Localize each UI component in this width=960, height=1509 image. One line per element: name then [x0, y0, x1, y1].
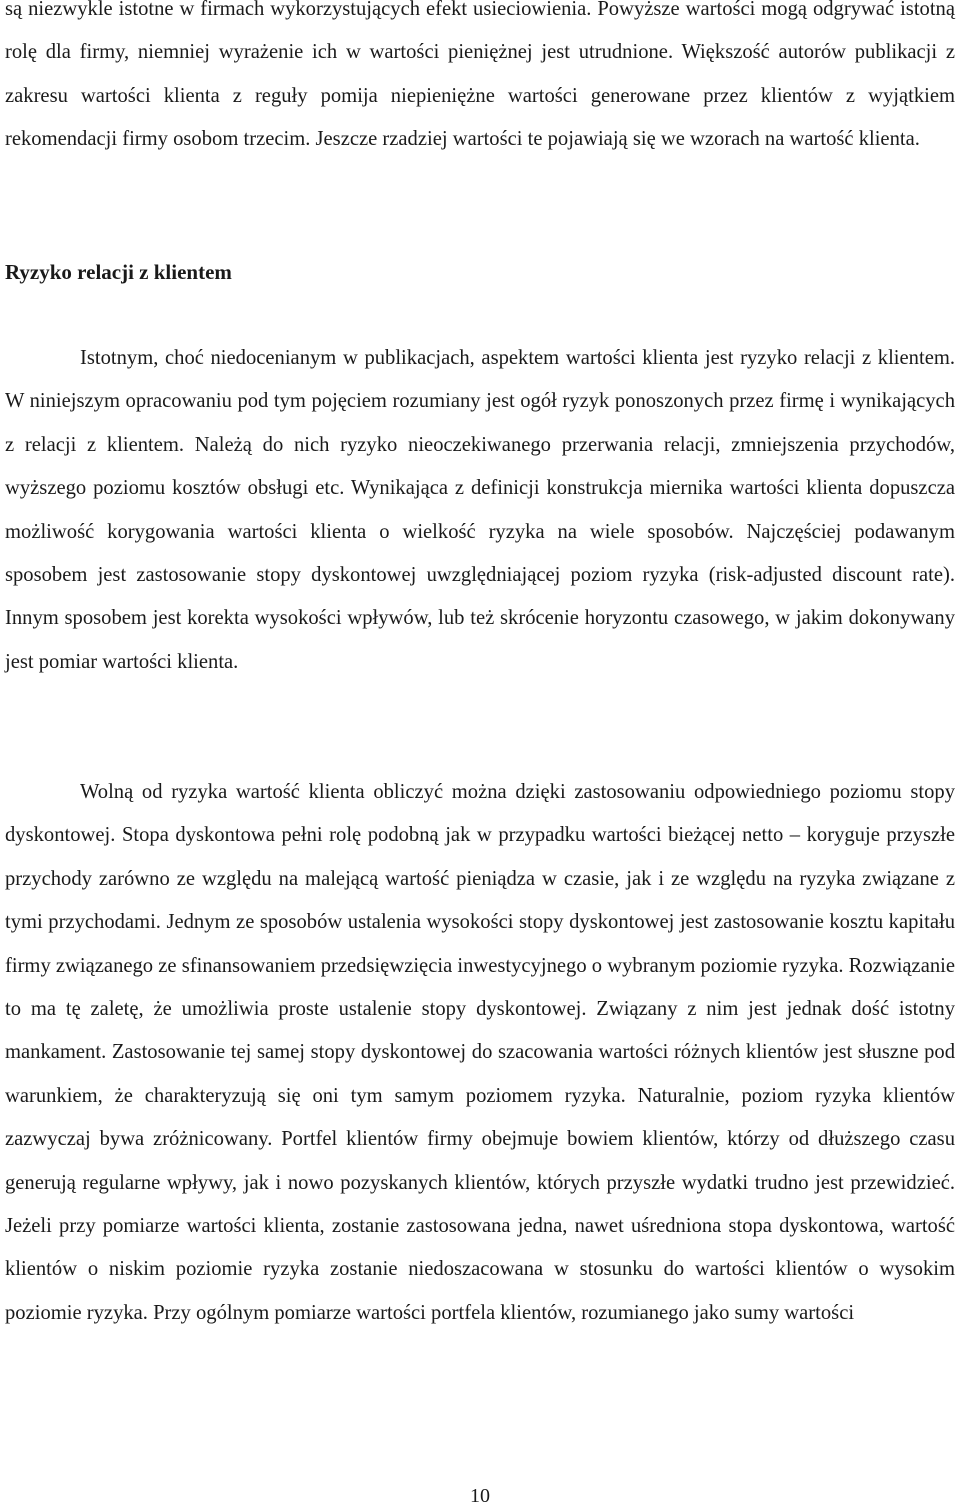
section-heading: Ryzyko relacji z klientem — [5, 260, 232, 284]
paragraph-discount-rate: Wolną od ryzyka wartość klienta obliczyć można dzięki zastosowaniu odpowiedniego poziomu stopy dyskontowej. Stopa dyskontowa pełni rolę podobną jak w przypadku wartości bieżącej netto – koryguje przyszłe przychody zarówno ze względu na malejącą wartość pieniądza w czasie, jak i ze względu na ryzyka związane z tymi przychodami. Jednym ze sposobów ustalenia wysokości stopy dyskontowej jest zastosowanie kosztu kapitału firmy związanego ze sfinansowaniem przedsięwzięcia inwestycyjnego o wybranym poziomie ryzyka. Rozwiązanie to ma tę zaletę, że umożliwia proste ustalenie stopy dyskontowej. Związany z nim jest jednak dość istotny mankament. Zastosowanie tej samej stopy dyskontowej do szacowania wartości różnych klientów jest słuszne pod warunkiem, że charakteryzują się oni tym samym poziomem ryzyka. Naturalnie, poziom ryzyka klientów zazwyczaj bywa zróżnicowany. Portfel klientów firmy obejmuje bowiem klientów, którzy od dłuższego czasu generują regularne wpływy, jak i nowo pozyskanych klientów, których przyszłe wydatki trudno jest przewidzieć. Jeżeli przy pomiarze wartości klienta, zostanie zastosowana jedna, nawet uśredniona stopa dyskontowa, wartość klientów o niskim poziomie ryzyka zostanie niedoszacowana w stosunku do wartości klientów o wysokim poziomie ryzyka. Przy ogólnym pomiarze wartości portfela klientów, rozumianego jako sumy wartości — [5, 781, 955, 1324]
paragraph-network-effect: są niezwykle istotne w firmach wykorzystujących efekt usieciowienia. Powyższe wartości mogą odgrywać istotną rolę dla firmy, niemniej wyrażenie ich w wartości pieniężnej jest utrudnione. Większość autorów publikacji z zakresu wartości klienta z reguły pomija niepieniężne wartości generowane przez klientów z wyjątkiem rekomendacji firmy osobom trzecim. Jeszcze rzadziej wartości te pojawiają się we wzorach na wartość klienta. — [5, 0, 955, 151]
page-number: 10 — [470, 1485, 490, 1507]
paragraph-relationship-risk: Istotnym, choć niedocenianym w publikacjach, aspektem wartości klienta jest ryzyko relacji z klientem. W niniejszym opracowaniu pod tym pojęciem rozumiany jest ogół ryzyk ponoszonych przez firmę i wynikających z relacji z klientem. Należą do nich ryzyko nieoczekiwanego przerwania relacji, zmniejszenia przychodów, wyższego poziomu kosztów obsługi etc. Wynikająca z definicji konstrukcja miernika wartości klienta dopuszcza możliwość korygowania wartości klienta o wielkość ryzyka na wiele sposobów. Najczęściej podawanym sposobem jest zastosowanie stopy dyskontowej uwzględniającej poziom ryzyka (risk-adjusted discount rate). Innym sposobem jest korekta wysokości wpływów, lub też skrócenie horyzontu czasowego, w jakim dokonywany jest pomiar wartości klienta. — [5, 347, 955, 673]
